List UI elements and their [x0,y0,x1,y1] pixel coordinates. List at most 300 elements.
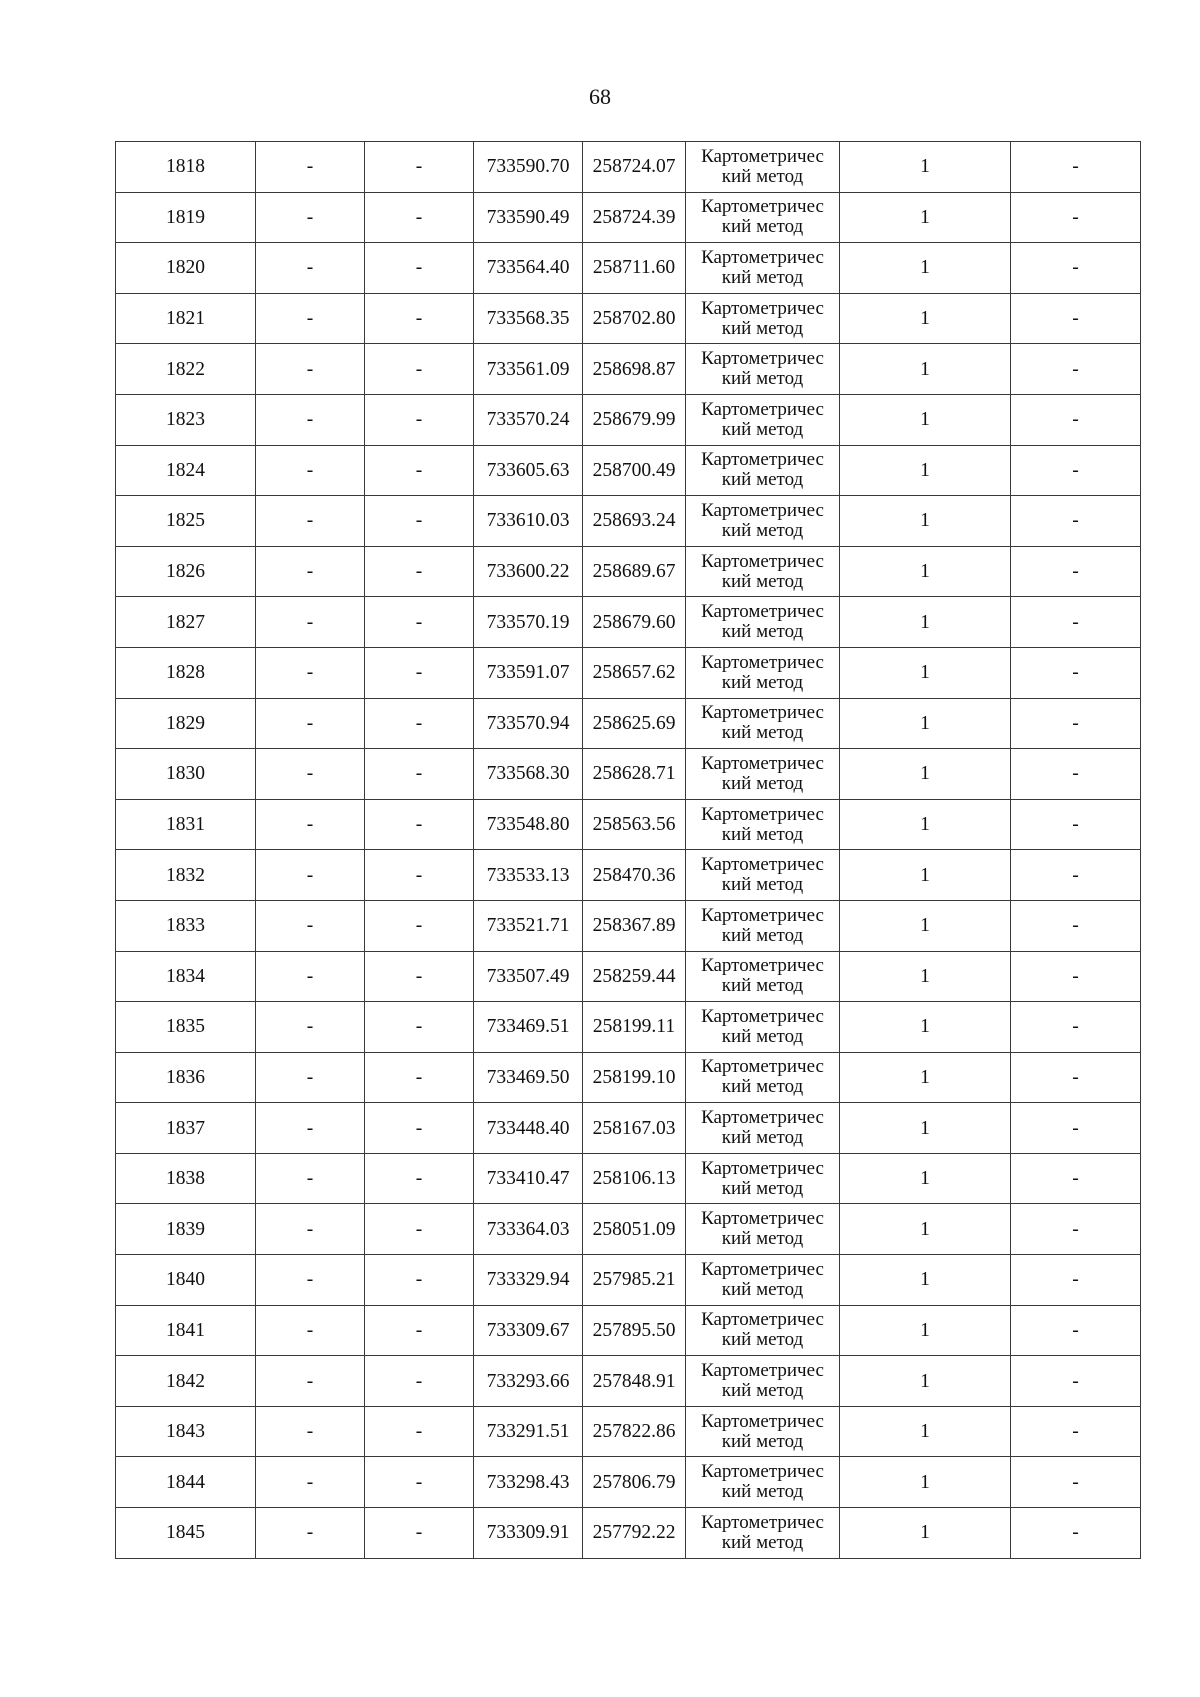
method-text-line: кий метод [721,924,804,946]
column-2-cell: - [256,951,365,1002]
accuracy-cell: 1 [840,546,1011,597]
x-coordinate-cell: 733570.94 [474,698,583,749]
method-text-line: Картометричес [701,1005,824,1027]
method-text-line: кий метод [721,722,804,744]
x-coordinate-cell: 733570.24 [474,394,583,445]
column-2-cell: - [256,647,365,698]
column-3-cell: - [365,900,474,951]
column-8-cell: - [1011,546,1141,597]
table-row [116,394,1141,445]
column-2-cell: - [256,546,365,597]
method-cell [686,900,840,951]
y-coordinate-cell: 257895.50 [583,1305,686,1356]
column-2-cell: - [256,1103,365,1154]
column-8-cell: - [1011,394,1141,445]
column-8-cell: - [1011,749,1141,800]
method-cell [686,293,840,344]
x-coordinate-cell: 733590.70 [474,142,583,193]
method-text-line: Картометричес [701,955,824,977]
accuracy-cell: 1 [840,1204,1011,1255]
y-coordinate-cell: 258724.39 [583,192,686,243]
x-coordinate-cell: 733293.66 [474,1356,583,1407]
method-text-line: кий метод [721,1076,804,1098]
column-3-cell: - [365,394,474,445]
method-text-line: кий метод [721,1228,804,1250]
y-coordinate-cell: 257985.21 [583,1255,686,1306]
table-row [116,1103,1141,1154]
column-8-cell: - [1011,1052,1141,1103]
y-coordinate-cell: 257792.22 [583,1508,686,1559]
method-text-line: Картометричес [701,854,824,876]
method-cell [686,1002,840,1053]
x-coordinate-cell: 733521.71 [474,900,583,951]
column-8-cell: - [1011,344,1141,395]
point-number-cell: 1842 [116,1356,256,1407]
column-2-cell: - [256,1305,365,1356]
y-coordinate-cell: 258563.56 [583,799,686,850]
x-coordinate-cell: 733590.49 [474,192,583,243]
accuracy-cell: 1 [840,445,1011,496]
method-cell [686,799,840,850]
point-number-cell: 1826 [116,546,256,597]
column-8-cell: - [1011,496,1141,547]
column-3-cell: - [365,1052,474,1103]
method-text-line: Картометричес [701,196,824,218]
column-3-cell: - [365,1153,474,1204]
method-text-line: кий метод [721,1531,804,1553]
column-8-cell: - [1011,142,1141,193]
x-coordinate-cell: 733561.09 [474,344,583,395]
y-coordinate-cell: 258167.03 [583,1103,686,1154]
method-text-line: Картометричес [701,1107,824,1129]
point-number-cell: 1836 [116,1052,256,1103]
column-3-cell: - [365,1204,474,1255]
column-3-cell: - [365,850,474,901]
point-number-cell: 1829 [116,698,256,749]
column-2-cell: - [256,900,365,951]
point-number-cell: 1837 [116,1103,256,1154]
column-3-cell: - [365,344,474,395]
method-text-line: кий метод [721,823,804,845]
method-cell [686,698,840,749]
method-text-line: кий метод [721,317,804,339]
column-8-cell: - [1011,1103,1141,1154]
y-coordinate-cell: 258259.44 [583,951,686,1002]
method-cell [686,1204,840,1255]
method-cell [686,1255,840,1306]
table-row [116,1153,1141,1204]
column-8-cell: - [1011,951,1141,1002]
point-number-cell: 1819 [116,192,256,243]
column-8-cell: - [1011,192,1141,243]
column-3-cell: - [365,597,474,648]
table-row [116,243,1141,294]
x-coordinate-cell: 733564.40 [474,243,583,294]
column-3-cell: - [365,546,474,597]
column-2-cell: - [256,496,365,547]
table-row [116,445,1141,496]
method-text-line: кий метод [721,1329,804,1351]
point-number-cell: 1825 [116,496,256,547]
table-row [116,951,1141,1002]
y-coordinate-cell: 258679.99 [583,394,686,445]
y-coordinate-cell: 258700.49 [583,445,686,496]
y-coordinate-cell: 257848.91 [583,1356,686,1407]
table-row [116,1457,1141,1508]
point-number-cell: 1832 [116,850,256,901]
point-number-cell: 1834 [116,951,256,1002]
method-text-line: Картометричес [701,145,824,167]
method-text-line: кий метод [721,671,804,693]
column-2-cell: - [256,1204,365,1255]
column-8-cell: - [1011,1508,1141,1559]
method-text-line: кий метод [721,418,804,440]
method-cell [686,1356,840,1407]
column-8-cell: - [1011,647,1141,698]
x-coordinate-cell: 733364.03 [474,1204,583,1255]
method-text-line: Картометричес [701,348,824,370]
method-cell [686,647,840,698]
method-text-line: Картометричес [701,1360,824,1382]
column-3-cell: - [365,496,474,547]
point-number-cell: 1821 [116,293,256,344]
point-number-cell: 1824 [116,445,256,496]
point-number-cell: 1830 [116,749,256,800]
table-row [116,799,1141,850]
y-coordinate-cell: 258106.13 [583,1153,686,1204]
point-number-cell: 1833 [116,900,256,951]
column-8-cell: - [1011,900,1141,951]
column-8-cell: - [1011,445,1141,496]
point-number-cell: 1841 [116,1305,256,1356]
table-row [116,1255,1141,1306]
table-row [116,597,1141,648]
column-8-cell: - [1011,799,1141,850]
x-coordinate-cell: 733291.51 [474,1406,583,1457]
accuracy-cell: 1 [840,1305,1011,1356]
accuracy-cell: 1 [840,597,1011,648]
accuracy-cell: 1 [840,1255,1011,1306]
method-text-line: кий метод [721,216,804,238]
column-8-cell: - [1011,698,1141,749]
method-text-line: кий метод [721,165,804,187]
x-coordinate-cell: 733448.40 [474,1103,583,1154]
column-2-cell: - [256,445,365,496]
column-3-cell: - [365,647,474,698]
table-row [116,546,1141,597]
y-coordinate-cell: 258724.07 [583,142,686,193]
method-text-line: Картометричес [701,297,824,319]
method-cell [686,1153,840,1204]
column-3-cell: - [365,1508,474,1559]
point-number-cell: 1843 [116,1406,256,1457]
accuracy-cell: 1 [840,344,1011,395]
column-3-cell: - [365,799,474,850]
accuracy-cell: 1 [840,1356,1011,1407]
y-coordinate-cell: 258693.24 [583,496,686,547]
y-coordinate-cell: 258199.10 [583,1052,686,1103]
x-coordinate-cell: 733309.91 [474,1508,583,1559]
accuracy-cell: 1 [840,951,1011,1002]
column-2-cell: - [256,142,365,193]
column-8-cell: - [1011,1255,1141,1306]
method-text-line: Картометричес [701,651,824,673]
method-text-line: Картометричес [701,1461,824,1483]
table-row [116,900,1141,951]
column-8-cell: - [1011,597,1141,648]
method-text-line: Картометричес [701,398,824,420]
method-text-line: кий метод [721,570,804,592]
point-number-cell: 1818 [116,142,256,193]
column-2-cell: - [256,243,365,294]
column-2-cell: - [256,850,365,901]
method-text-line: кий метод [721,772,804,794]
point-number-cell: 1828 [116,647,256,698]
column-3-cell: - [365,142,474,193]
method-cell [686,1406,840,1457]
method-cell [686,344,840,395]
x-coordinate-cell: 733410.47 [474,1153,583,1204]
accuracy-cell: 1 [840,1508,1011,1559]
method-cell [686,394,840,445]
method-cell [686,192,840,243]
accuracy-cell: 1 [840,799,1011,850]
x-coordinate-cell: 733298.43 [474,1457,583,1508]
x-coordinate-cell: 733469.51 [474,1002,583,1053]
y-coordinate-cell: 258689.67 [583,546,686,597]
method-text-line: кий метод [721,519,804,541]
table-row [116,192,1141,243]
method-cell [686,749,840,800]
column-8-cell: - [1011,1356,1141,1407]
table-row [116,749,1141,800]
column-8-cell: - [1011,1457,1141,1508]
accuracy-cell: 1 [840,1002,1011,1053]
method-cell [686,597,840,648]
column-3-cell: - [365,192,474,243]
column-2-cell: - [256,1153,365,1204]
accuracy-cell: 1 [840,1153,1011,1204]
column-3-cell: - [365,1457,474,1508]
point-number-cell: 1831 [116,799,256,850]
y-coordinate-cell: 258711.60 [583,243,686,294]
accuracy-cell: 1 [840,243,1011,294]
point-number-cell: 1823 [116,394,256,445]
method-cell [686,1457,840,1508]
column-2-cell: - [256,749,365,800]
table-row [116,1356,1141,1407]
method-text-line: Картометричес [701,1309,824,1331]
method-cell [686,496,840,547]
table-row [116,1052,1141,1103]
accuracy-cell: 1 [840,647,1011,698]
x-coordinate-cell: 733309.67 [474,1305,583,1356]
column-3-cell: - [365,1406,474,1457]
method-text-line: кий метод [721,621,804,643]
y-coordinate-cell: 258679.60 [583,597,686,648]
column-2-cell: - [256,1356,365,1407]
method-cell [686,850,840,901]
method-text-line: Картометричес [701,904,824,926]
method-text-line: кий метод [721,1278,804,1300]
x-coordinate-cell: 733568.35 [474,293,583,344]
x-coordinate-cell: 733533.13 [474,850,583,901]
table-row [116,1305,1141,1356]
point-number-cell: 1827 [116,597,256,648]
y-coordinate-cell: 258051.09 [583,1204,686,1255]
x-coordinate-cell: 733600.22 [474,546,583,597]
method-cell [686,1103,840,1154]
column-8-cell: - [1011,1406,1141,1457]
method-text-line: кий метод [721,1380,804,1402]
method-text-line: кий метод [721,1127,804,1149]
method-text-line: Картометричес [701,1511,824,1533]
method-text-line: кий метод [721,368,804,390]
accuracy-cell: 1 [840,850,1011,901]
column-8-cell: - [1011,1305,1141,1356]
point-number-cell: 1820 [116,243,256,294]
method-text-line: кий метод [721,1177,804,1199]
column-2-cell: - [256,192,365,243]
method-text-line: Картометричес [701,752,824,774]
accuracy-cell: 1 [840,900,1011,951]
column-3-cell: - [365,1255,474,1306]
point-number-cell: 1822 [116,344,256,395]
y-coordinate-cell: 257822.86 [583,1406,686,1457]
x-coordinate-cell: 733610.03 [474,496,583,547]
method-text-line: Картометричес [701,1410,824,1432]
method-text-line: Картометричес [701,246,824,268]
method-text-line: кий метод [721,1481,804,1503]
column-8-cell: - [1011,1153,1141,1204]
column-2-cell: - [256,597,365,648]
method-text-line: Картометричес [701,449,824,471]
column-3-cell: - [365,1305,474,1356]
column-8-cell: - [1011,1002,1141,1053]
method-text-line: кий метод [721,874,804,896]
accuracy-cell: 1 [840,142,1011,193]
table-body [116,142,1141,1559]
accuracy-cell: 1 [840,749,1011,800]
accuracy-cell: 1 [840,1103,1011,1154]
y-coordinate-cell: 258470.36 [583,850,686,901]
column-3-cell: - [365,749,474,800]
method-cell [686,1305,840,1356]
accuracy-cell: 1 [840,1457,1011,1508]
x-coordinate-cell: 733507.49 [474,951,583,1002]
y-coordinate-cell: 258702.80 [583,293,686,344]
table-row [116,1508,1141,1559]
column-3-cell: - [365,1356,474,1407]
method-cell [686,546,840,597]
y-coordinate-cell: 258657.62 [583,647,686,698]
x-coordinate-cell: 733591.07 [474,647,583,698]
column-2-cell: - [256,1255,365,1306]
column-2-cell: - [256,293,365,344]
method-text-line: кий метод [721,1430,804,1452]
column-8-cell: - [1011,1204,1141,1255]
accuracy-cell: 1 [840,698,1011,749]
method-cell [686,1508,840,1559]
coordinates-table [115,141,1141,1559]
method-cell [686,445,840,496]
x-coordinate-cell: 733469.50 [474,1052,583,1103]
accuracy-cell: 1 [840,293,1011,344]
table-row [116,647,1141,698]
x-coordinate-cell: 733568.30 [474,749,583,800]
method-text-line: Картометричес [701,1208,824,1230]
point-number-cell: 1835 [116,1002,256,1053]
column-2-cell: - [256,799,365,850]
table-row [116,850,1141,901]
column-3-cell: - [365,243,474,294]
point-number-cell: 1845 [116,1508,256,1559]
table-row [116,496,1141,547]
table-row [116,1204,1141,1255]
column-3-cell: - [365,1002,474,1053]
point-number-cell: 1838 [116,1153,256,1204]
y-coordinate-cell: 258625.69 [583,698,686,749]
method-text-line: Картометричес [701,1258,824,1280]
column-2-cell: - [256,1508,365,1559]
accuracy-cell: 1 [840,496,1011,547]
x-coordinate-cell: 733605.63 [474,445,583,496]
method-text-line: Картометричес [701,601,824,623]
method-text-line: Картометричес [701,499,824,521]
method-cell [686,1052,840,1103]
point-number-cell: 1840 [116,1255,256,1306]
method-text-line: Картометричес [701,803,824,825]
table-row [116,293,1141,344]
y-coordinate-cell: 258199.11 [583,1002,686,1053]
column-2-cell: - [256,698,365,749]
method-cell [686,951,840,1002]
method-text-line: кий метод [721,975,804,997]
table-row [116,1406,1141,1457]
table-row [116,1002,1141,1053]
method-cell [686,243,840,294]
method-text-line: Картометричес [701,702,824,724]
y-coordinate-cell: 258367.89 [583,900,686,951]
column-2-cell: - [256,1052,365,1103]
accuracy-cell: 1 [840,394,1011,445]
column-2-cell: - [256,344,365,395]
y-coordinate-cell: 258698.87 [583,344,686,395]
table-row [116,698,1141,749]
method-text-line: Картометричес [701,1157,824,1179]
method-text-line: кий метод [721,266,804,288]
column-8-cell: - [1011,850,1141,901]
column-3-cell: - [365,951,474,1002]
column-3-cell: - [365,293,474,344]
column-3-cell: - [365,445,474,496]
method-text-line: кий метод [721,1025,804,1047]
accuracy-cell: 1 [840,1052,1011,1103]
table-row [116,344,1141,395]
column-8-cell: - [1011,293,1141,344]
column-2-cell: - [256,1406,365,1457]
column-2-cell: - [256,394,365,445]
accuracy-cell: 1 [840,192,1011,243]
x-coordinate-cell: 733548.80 [474,799,583,850]
x-coordinate-cell: 733329.94 [474,1255,583,1306]
column-2-cell: - [256,1002,365,1053]
x-coordinate-cell: 733570.19 [474,597,583,648]
column-2-cell: - [256,1457,365,1508]
column-3-cell: - [365,1103,474,1154]
column-8-cell: - [1011,243,1141,294]
column-3-cell: - [365,698,474,749]
